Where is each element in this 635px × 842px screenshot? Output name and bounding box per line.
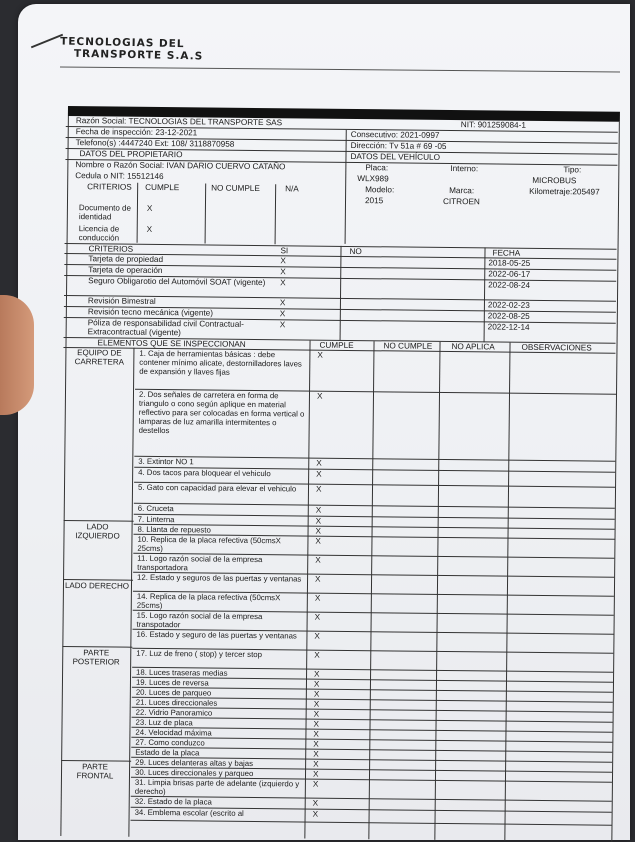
kilometraje: Kilometraje:205497 xyxy=(529,186,600,197)
divider-crit1-b xyxy=(205,183,207,243)
company-logo xyxy=(60,36,204,63)
logo-line-1: TECNOLOGIAS DEL xyxy=(60,35,185,51)
cumple-mark: X xyxy=(313,749,319,759)
datos-propietario: DATOS DEL PROPIETARIO xyxy=(79,149,183,160)
inspection-item-label: 14. Replica de la placa refectiva (50cmsX 25cms) xyxy=(136,591,281,611)
cumple-mark: X xyxy=(315,555,321,565)
inspection-group-label: LADO DERECHO xyxy=(64,581,130,591)
cumple-mark: X xyxy=(315,526,322,536)
cumple-mark: X xyxy=(315,536,321,546)
modelo-label: Modelo: xyxy=(365,185,395,195)
cumple-mark: X xyxy=(312,798,319,808)
cumple-mark: X xyxy=(316,458,322,468)
doc-identidad-mark: X xyxy=(146,203,153,213)
inspection-item-label: 21. Luces direccionales xyxy=(135,697,218,708)
cumple-mark: X xyxy=(315,516,322,526)
tipo-label: Tipo: xyxy=(563,165,582,175)
logo-line-2: TRANSPORTE S.A.S xyxy=(73,47,204,63)
inspection-item-label: 22. Vidrio Panoramico xyxy=(135,707,213,718)
inspection-item-label: 11. Logo razón social de la empresa transportadora xyxy=(137,553,263,573)
fecha-h: FECHA xyxy=(492,248,521,258)
cumple-mark: X xyxy=(312,769,319,779)
insp-no-aplica-h: NO APLICA xyxy=(451,342,495,352)
criterio2-si: X xyxy=(279,309,286,319)
insp-cumple-h: CUMPLE xyxy=(319,340,354,351)
cumple-mark: X xyxy=(313,759,319,769)
cumple-mark: X xyxy=(315,505,322,515)
nit: NIT: 901259084-1 xyxy=(460,120,526,130)
criterio2-label: Póliza de responsabilidad civil Contractual-Extracontractual (vigente) xyxy=(87,318,244,338)
cumple-mark: X xyxy=(312,779,319,789)
cumple-mark: X xyxy=(313,689,320,699)
inspection-item-label: 24. Velocidad máxima xyxy=(135,727,212,738)
modelo-value: 2015 xyxy=(364,196,384,206)
inspection-group-label: EQUIPO DE CARRETERA xyxy=(74,348,125,367)
criterio2-label: Seguro Obligarotio del Automóvil SOAT (vigente) xyxy=(88,276,266,288)
cumple-mark: X xyxy=(315,484,322,494)
criterios-h: CRITERIOS xyxy=(87,182,132,192)
criterio2-si: X xyxy=(280,256,286,266)
cumple-mark: X xyxy=(317,350,323,360)
inspection-group-label: PARTE FRONTAL xyxy=(76,762,114,781)
cumple-mark: X xyxy=(313,679,320,689)
cumple-mark: X xyxy=(313,699,320,709)
inspection-form xyxy=(58,106,622,842)
owner-cedula: Cedula o NIT: 15512146 xyxy=(75,171,164,182)
inspection-item-label: 32. Estado de la placa xyxy=(134,796,212,807)
no-h: NO xyxy=(349,246,362,257)
si-h: SI xyxy=(280,246,289,256)
criterio2-si: X xyxy=(280,267,286,277)
cumple-mark: X xyxy=(313,729,319,739)
cumple-mark: X xyxy=(315,574,321,584)
inspection-item-label: 12. Estado y seguros de las puertas y ventanas xyxy=(137,572,302,584)
razon-social: Razón Social: TECNOLOGIAS DEL TRANSPORTE SAS xyxy=(75,116,283,128)
inspection-item-label: 19. Luces de reversa xyxy=(135,677,209,688)
inspection-item-label: 2. Dos señales de carretera en forma de triangulo o cono según aplique en material reflectivo para ser colocadas en forma vertical o lamparas de luz amarilla intermitentes o destellos xyxy=(138,389,305,436)
consecutivo: Consecutivo: 2021-0997 xyxy=(350,129,440,140)
inspection-item-label: 15. Logo razón social de la empresa transpotador xyxy=(136,610,263,630)
thumb xyxy=(0,295,34,415)
inspection-item-label: 31. Limpia brisas parte de adelante (izquierdo y derecho) xyxy=(134,777,300,797)
insp-observaciones-h: OBSERVACIONES xyxy=(521,342,592,353)
marca-value: CITROEN xyxy=(442,196,480,207)
inspection-item-label: 6. Cruceta xyxy=(137,503,174,514)
placa-value: WLX989 xyxy=(357,174,389,184)
cumple-mark: X xyxy=(313,739,319,749)
inspection-item-label: 27. Como conduzco xyxy=(135,737,205,748)
inspection-item-label: 17. Luz de freno ( stop) y tercer stop xyxy=(136,648,263,660)
criterio2-si: X xyxy=(279,298,286,308)
inspection-group-label: LADO IZQUIERDO xyxy=(75,522,120,541)
inspection-item-label: 8. Llanta de repuesto xyxy=(137,524,211,535)
inspection-item-label: 10. Replica de la placa refectiva (50cmsX 25cms) xyxy=(137,534,281,554)
divider-crit1-c xyxy=(275,184,277,244)
cumple-mark: X xyxy=(316,391,323,401)
na-h: N/A xyxy=(285,184,299,194)
owner-name: Nombre o Razón Social: IVAN DARIO CUERVO CATAÑO xyxy=(75,160,286,172)
criterio2-label: Tarjeta de operación xyxy=(88,265,163,276)
telefono: Telefono(s) :4447240 Ext: 108/ 3118870958 xyxy=(75,138,235,149)
elementos-h: ELEMENTOS QUE SE INSPECCIONAN xyxy=(97,338,246,349)
direccion: Dirección: Tv 51a # 69 -05 xyxy=(350,140,447,151)
criterio2-fecha: 2022-08-25 xyxy=(487,311,530,321)
inspection-group-label: PARTE POSTERIOR xyxy=(72,648,120,667)
tipo-value: MICROBUS xyxy=(532,175,577,186)
criterio2-label: Tarjeta de propiedad xyxy=(88,254,164,265)
cumple-mark: X xyxy=(314,650,320,660)
inspection-row xyxy=(135,349,616,395)
inspection-item-label: 3. Extintor NO 1 xyxy=(138,456,194,467)
divider-crit1-a xyxy=(137,183,139,243)
doc-identidad-label: Documento de identidad xyxy=(78,203,132,222)
criterio2-fecha: 2018-05-25 xyxy=(488,258,531,268)
inspection-item-label: 1. Caja de herramientas básicas : debe contener mínimo alicate, destornilladores laves de expansión y llaves fijas xyxy=(139,348,302,377)
licencia-label: Licencia de conducción xyxy=(78,224,120,243)
inspection-item-label: 16. Estado y seguro de las puertas y ventanas xyxy=(136,629,297,641)
cumple-mark: X xyxy=(313,709,320,719)
cumple-mark: X xyxy=(316,469,322,479)
criterio2-fecha: 2022-08-24 xyxy=(488,280,531,290)
cumple-mark: X xyxy=(312,809,319,819)
inspection-item-label: 4. Dos tacos para bloquear el vehiculo xyxy=(138,467,271,479)
criterio2-si: X xyxy=(280,278,286,288)
criterios2-h: CRITERIOS xyxy=(88,244,134,254)
cumple-mark: X xyxy=(314,631,320,641)
inspection-item-label: 7. Linterna xyxy=(137,514,175,525)
datos-vehiculo: DATOS DEL VEHÍCULO xyxy=(350,151,441,162)
cumple-mark: X xyxy=(313,719,320,729)
inspection-item-label: 5. Gato con capacidad para elevar el vehiculo xyxy=(137,482,297,494)
insp-no-cumple-h: NO CUMPLE xyxy=(383,341,433,351)
inspection-item-label: 29. Luces delanteras altas y bajas xyxy=(135,757,254,768)
criterio2-label: Revisión tecno mecánica (vigente) xyxy=(87,307,214,318)
placa-label: Placa: xyxy=(365,163,389,173)
cumple-mark: X xyxy=(314,669,320,679)
criterio2-label: Revisión Bimestral xyxy=(87,296,156,306)
inspection-row xyxy=(134,390,616,462)
licencia-mark: X xyxy=(146,224,153,234)
criterio2-fecha: 2022-12-14 xyxy=(487,322,530,332)
criterio2-si: X xyxy=(279,320,286,330)
cumple-mark: X xyxy=(314,612,321,622)
inspection-item-label: 18. Luces traseras medias xyxy=(136,667,228,678)
inspection-item-label: Estado de la placa xyxy=(135,747,200,758)
no-cumple-h: NO CUMPLE xyxy=(211,183,260,194)
inspection-item-label: 23. Luz de placa xyxy=(135,717,193,728)
inspection-item-label: 34. Emblema escolar (escrito al xyxy=(134,807,244,818)
interno-label: Interno: xyxy=(450,164,479,174)
cumple-h: CUMPLE xyxy=(145,182,180,193)
inspection-item-label: 30. Luces direccionales y parqueo xyxy=(134,767,254,778)
marca-label: Marca: xyxy=(449,186,475,196)
criterio2-fecha: 2022-02-23 xyxy=(487,300,530,310)
criterio2-fecha: 2022-06-17 xyxy=(488,269,531,279)
fecha-inspeccion: Fecha de inspección: 23-12-2021 xyxy=(75,127,198,138)
cumple-mark: X xyxy=(314,593,321,603)
inspection-item-label: 20. Luces de parqueo xyxy=(135,687,212,698)
